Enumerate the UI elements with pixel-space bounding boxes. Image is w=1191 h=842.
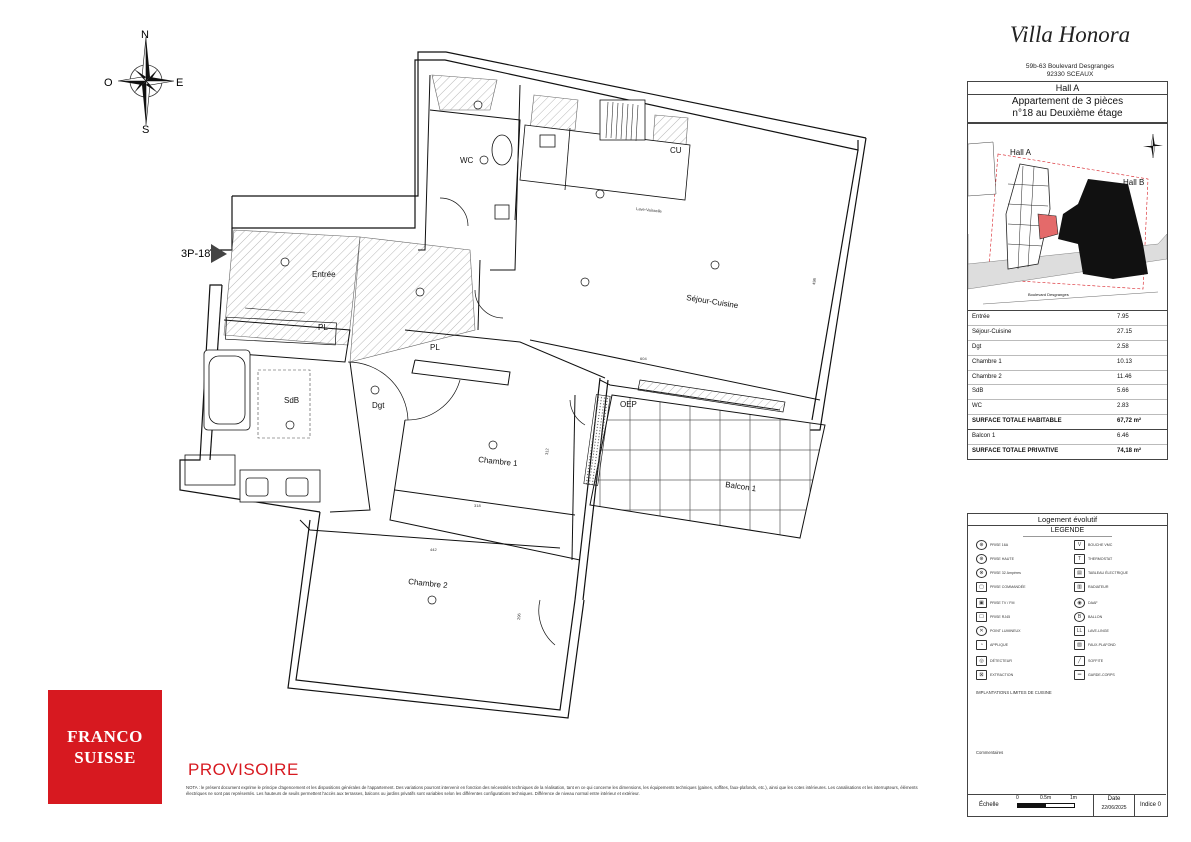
implantation-heading: IMPLANTATIONS LIMITES DE CUISINE (976, 690, 1052, 695)
legend-item: ▢ PRISE COMMANDÉE (976, 582, 1026, 592)
legend-item: ◎ DÉTECTEUR (976, 656, 1012, 666)
fire-icon: ◉ (1074, 598, 1085, 608)
socket-32a-icon: ⊗ (976, 568, 987, 578)
socket-high-icon: ⊕ (976, 554, 987, 564)
tv-socket-icon: ▣ (976, 598, 987, 608)
phone-socket-icon: ☐ (976, 612, 987, 622)
legend-item: ✕ POINT LUMINEUX (976, 626, 1021, 636)
table-row: Dgt 2.58 (968, 341, 1167, 356)
applique-icon: ◔ (976, 640, 987, 650)
compass-n: N (141, 29, 149, 41)
surfaces-table (967, 311, 1168, 460)
legend-item: LL LAVE-LINGE (1074, 626, 1109, 636)
site-plan (967, 124, 1168, 311)
site-hall-b-label: Hall B (1123, 178, 1145, 187)
table-row: SdB 5.66 (968, 385, 1167, 400)
room-wc-label: WC (460, 156, 474, 165)
dim-chambre1-w: 318 (474, 503, 481, 508)
scale-1: 1m (1070, 795, 1077, 801)
site-hall-a-label: Hall A (1010, 148, 1031, 157)
scale-graphic (1017, 803, 1075, 808)
legend-item: ▤ TABLEAU ÉLECTRIQUE (1074, 568, 1128, 578)
room-entree-label: Entrée (312, 270, 336, 279)
wardrobe-pl2-label: PL (430, 343, 440, 352)
legal-note: NOTA : le présent document exprime le principe d'agencement et les dispositions générales de l'appartement. Des variations pourront intervenir en fonction des nécessités techniques de la réalisation, tant en ce qui concerne les dimensions, les équipements techniques (gaines, soffites, faux-plafonds, etc.), ainsi que les cotes intérieures. Les canalisations et les interrupteurs, éléments électriques ne sont pas représentés. Les hauteurs de seuils permettent l'accès aux terrasses, balcons ou jardins privatifs sont variables selon les différentes configurations techniques. Différence de niveau normal entre intérieur et extérieur. (186, 785, 918, 796)
switch-icon: ▢ (976, 582, 987, 592)
legend-item: B BALLON (1074, 612, 1102, 622)
hall-label: Hall A (968, 82, 1167, 95)
faux-plafond-icon: ▨ (1074, 640, 1085, 650)
vmc-icon: V (1074, 540, 1085, 550)
vanity-icon (240, 470, 320, 502)
compass-rose-icon (118, 37, 174, 125)
table-row: WC 2.83 (968, 400, 1167, 415)
room-dgt-label: Dgt (372, 401, 385, 410)
bathtub-icon (204, 350, 250, 430)
address-line1: 59b-63 Boulevard Desgranges (1025, 63, 1115, 70)
status-provisoire: PROVISOIRE (188, 760, 299, 779)
legend-item: ☐ PRISE RJ45 (976, 612, 1010, 622)
panel-icon: ▤ (1074, 568, 1085, 578)
title-block (967, 81, 1168, 124)
room-chambre1-label: Chambre 1 (477, 455, 519, 469)
radiator-legend-icon: ▥ (1074, 582, 1085, 592)
apartment-description (968, 95, 1167, 123)
socket-icon: ⊕ (976, 540, 987, 550)
table-row: Entrée 7.95 (968, 311, 1167, 326)
legend-item: ◉ DAAF (1074, 598, 1098, 608)
date-label: Date (1107, 796, 1121, 802)
wc-hatched-area (432, 75, 497, 110)
date-value: 22/06/2025 (1101, 805, 1127, 811)
lave-vaisselle-label: Lave-Vaisselle (635, 206, 662, 214)
legend-item: ╱ SOFFITE (1074, 656, 1103, 666)
compass-o: O (104, 77, 113, 89)
table-row: Chambre 1 10.13 (968, 356, 1167, 371)
scale-05: 0.5m (1040, 795, 1052, 801)
total-privative-row: SURFACE TOTALE PRIVATIVE 74,18 m² (972, 448, 1142, 455)
cu-label: CU (670, 146, 682, 155)
legend-item: ⊕ PRISE 16A (976, 540, 1008, 550)
room-balcon-label: Balcon 1 (724, 480, 757, 494)
apartment-line1: Appartement de 3 pièces (1011, 96, 1124, 107)
scale-0: 0 (1016, 795, 1019, 801)
room-sejour-label: Séjour-Cuisine (685, 293, 739, 311)
date-cell (1094, 795, 1135, 816)
site-street-label: Boulevard Desgranges (1028, 292, 1069, 297)
light-point-icon: ✕ (976, 626, 987, 636)
dgt-hatched-area (350, 237, 475, 362)
project-address (975, 63, 1165, 79)
dim-chambre2-h: 296 (516, 612, 522, 621)
legend-item: ⊠ EXTRACTION (976, 670, 1013, 680)
legend-heading: LEGENDE (1023, 526, 1112, 537)
entrance-arrow-icon (211, 244, 227, 263)
total-habitable-row: SURFACE TOTALE HABITABLE 67,72 m² (968, 415, 1167, 430)
legend-item: T THERMOSTAT (1074, 554, 1112, 564)
scale-label: Échelle (979, 802, 999, 808)
legend-item: V BOUCHE VMC (1074, 540, 1112, 550)
kitchen-hatched-area (530, 95, 578, 130)
address-line2: 92330 SCEAUX (1046, 71, 1094, 78)
scale-bar (967, 795, 1094, 816)
unit-tag: 3P-18 (181, 248, 211, 260)
table-row: Chambre 2 11.46 (968, 371, 1167, 386)
index-cell: Indice 0 (1139, 802, 1161, 808)
table-row: Séjour-Cuisine 27.15 (968, 326, 1167, 341)
legend-item: ▨ FAUX-PLAFOND (1074, 640, 1116, 650)
room-chambre2-label: Chambre 2 (407, 577, 449, 591)
legend-item: ◔ APPLIQUE (976, 640, 1008, 650)
brand-line2: SUISSE (74, 748, 136, 767)
legend-panel (967, 513, 1168, 817)
franco-suisse-logo (48, 690, 162, 804)
brand-line1: FRANCO (67, 727, 143, 746)
room-sdb-label: SdB (284, 396, 300, 405)
compass-e: E (176, 77, 184, 89)
dim-sejour-h: 498 (811, 277, 818, 286)
legend-item: ⊕ PRISE HAUTE (976, 554, 1014, 564)
balcony-floor (590, 395, 825, 538)
wardrobe-pl-label: PL (318, 323, 328, 332)
title-footer (967, 794, 1166, 816)
entree-area (224, 230, 360, 345)
thermostat-icon: T (1074, 554, 1085, 564)
apartment-line2: n°18 au Deuxième étage (1012, 108, 1123, 119)
detector-icon: ◎ (976, 656, 987, 666)
site-north-arrow-icon (1143, 134, 1163, 158)
legend-item: ⊗ PRISE 32 Ampères (976, 568, 1021, 578)
legend-title: Logement évolutif (968, 514, 1167, 526)
balcon-row: Balcon 1 6.46 (968, 430, 1167, 445)
unit-highlight (1038, 214, 1058, 239)
site-plan-drawing (968, 124, 1167, 310)
project-name: Villa Honora (1009, 22, 1131, 47)
legend-item: ═ GARDE-CORPS (1074, 670, 1115, 680)
sink-icon (495, 205, 509, 219)
oep-label: OEP (620, 400, 637, 409)
bel-icon: B (1074, 612, 1085, 622)
garde-corps-icon: ═ (1074, 670, 1085, 680)
dim-chambre1-h: 312 (544, 447, 550, 456)
toilet-icon (492, 135, 512, 165)
legend-item: ▥ RADIATEUR (1074, 582, 1109, 592)
comments-label: Commentaires (976, 750, 1004, 755)
dim-sejour-w: 604 (640, 356, 647, 361)
legend-item: ▣ PRISE TV / FM (976, 598, 1015, 608)
lave-linge-icon: LL (1074, 626, 1085, 636)
compass-s: S (142, 124, 150, 136)
extractor-icon: ⊠ (976, 670, 987, 680)
dim-chambre2-w: 442 (430, 547, 437, 552)
soffite-icon: ╱ (1074, 656, 1085, 666)
